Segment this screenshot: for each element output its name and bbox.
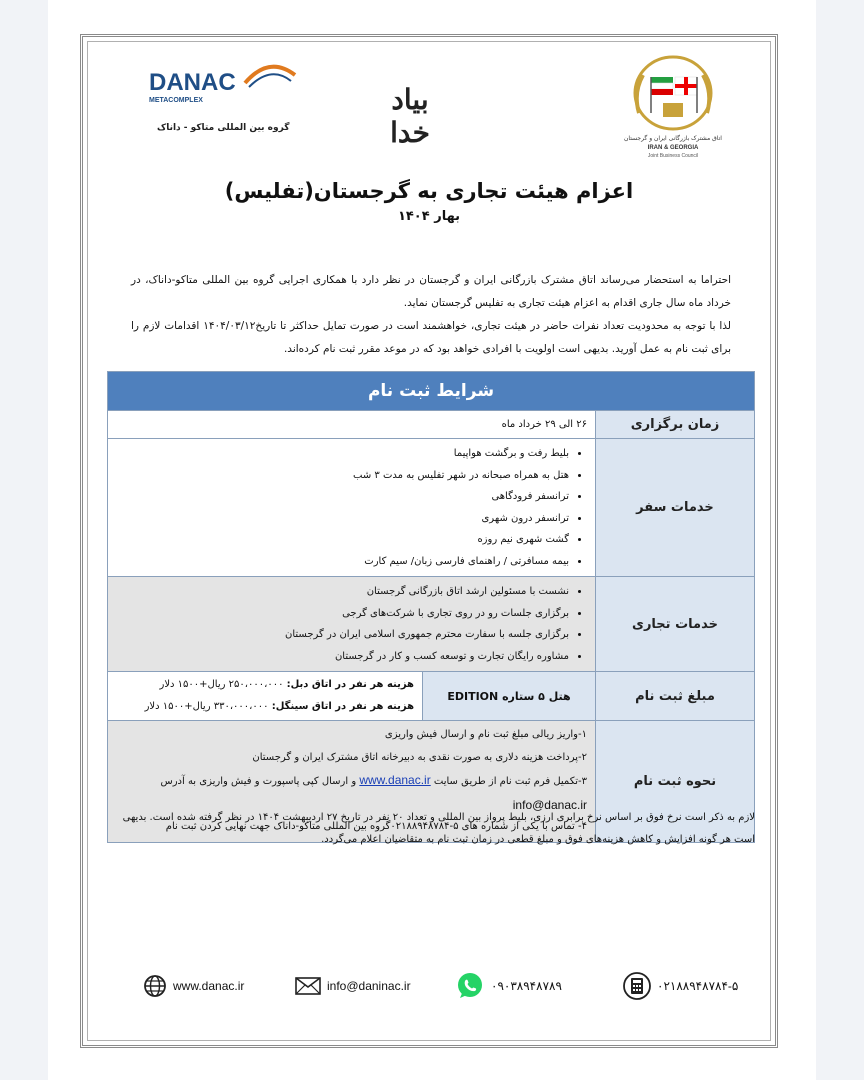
footer-contacts (133, 971, 753, 1005)
footer-website[interactable] (143, 971, 244, 1001)
footer-website-text: www.danac.ir (173, 979, 245, 993)
envelope-icon (295, 977, 321, 995)
list-item: • مشاوره رایگان تجارت و توسعه کسب و کار در گرجستان (116, 646, 569, 668)
footer-phone-text: ۰۲۱۸۸۹۴۸۷۸۴-۵ (657, 979, 739, 993)
footnote-paragraph: لازم به ذکر است نرخ فوق بر اساس نرخ برابری ارزی، بلیط پرواز بین المللی و تعداد ۲۰ نفر در تاریخ ۲۷ اردیبهشت ۱۴۰۴ در نظر گرفته شده است. بدیهی است هر گونه افزایش و کاهش هزینه‌های فوق و مبلغ قطعی در زمان ثبت نام به متقاضیان اعلام می‌گردد. (122, 812, 755, 845)
iran-georgia-logo-en: IRAN & GEORGIA (647, 145, 699, 151)
intro-paragraph-2: لذا با توجه به محدودیت تعداد نفرات حاضر در هیئت تجاری، خواهشمند است در صورت تمایل حداکثر تا تاریخ۱۴۰۴/۰۳/۱۲ اقدامات لازم را برای ثبت نام به عمل آورید. بدیهی است اولویت با افرادی خواهد بود که در موعد مقرر ثبت نام کرده‌اند. (131, 320, 731, 355)
bism-calligraphy (383, 77, 437, 149)
website-link[interactable]: www.danac.ir (359, 773, 431, 787)
iran-georgia-logo-fa: اتاق مشترک بازرگانی ایران و گرجستان (624, 135, 722, 142)
danac-swoosh-icon (241, 61, 299, 95)
danac-logo-sub: METACOMPLEX (149, 97, 203, 104)
step-3-text-a: ۳-تکمیل فرم ثبت نام از طریق سایت (430, 776, 587, 787)
hotel-name: هتل ۵ ستاره EDITION (423, 672, 596, 721)
step-3-email[interactable]: info@danac.ir (512, 797, 587, 812)
whatsapp-icon (455, 971, 485, 1001)
price-single-label: هزینه هر نفر در اتاق سینگل: (271, 701, 414, 712)
price-double-value: ۲۵۰،۰۰۰،۰۰۰ ریال+۱۵۰۰ دلار (159, 679, 287, 690)
list-item: • نشست با مسئولین ارشد اتاق بازرگانی گرجستان (116, 581, 569, 603)
footer-mobile[interactable] (455, 971, 562, 1001)
business-services (108, 577, 596, 672)
step-2: ۲-پرداخت هزینه دلاری به صورت نقدی به دبیرخانه اتاق مشترک ایران و گرجستان (252, 751, 587, 763)
time-value: ۲۶ الی ۲۹ خرداد ماه (108, 411, 596, 439)
list-item: • ترانسفر فرودگاهی (116, 486, 569, 508)
price-details (108, 672, 423, 721)
travel-services (108, 439, 596, 577)
footer-mobile-text: ۰۹۰۳۸۹۴۸۷۸۹ (491, 979, 562, 993)
document-page (80, 34, 778, 1048)
table-header: شرایط ثبت نام (108, 372, 755, 411)
calculator-phone-icon (623, 972, 651, 1000)
intro-paragraph-1: احتراما به استحضار می‌رساند اتاق مشترک بازرگانی ایران و گرجستان در نظر دارد با همکاری اجرایی گروه بین المللی متاکو-داناک، در خرداد ماه سال جاری اقدام به اعزام هیئت تجاری به تفلیس گرجستان نماید. (131, 274, 731, 309)
iran-georgia-emblem-icon (613, 53, 733, 135)
registration-table (107, 371, 755, 843)
danac-logo (121, 49, 291, 135)
list-item: • برگزاری جلسه با سفارت محترم جمهوری اسلامی ایران در گرجستان (116, 624, 569, 646)
footer-email-text: info@daninac.ir (327, 979, 411, 993)
step-1: ۱-واریز ریالی مبلغ ثبت نام و ارسال فیش واریزی (384, 729, 587, 740)
step-4: ۴- تماس با یکی از شماره های ۵-۰۲۱۸۸۹۴۸۷۸۴گروه بین المللی متاکو-داناک جهت نهایی کردن ثبت نام (165, 821, 587, 832)
list-item: • ترانسفر درون شهری (116, 508, 569, 530)
page-subtitle: بهار ۱۴۰۴ (397, 209, 461, 224)
footnote-text (107, 807, 755, 851)
registration-method-label: نحوه ثبت نام (596, 721, 755, 843)
background-left-shade (0, 0, 48, 1080)
bism-text: بیاد خدا (390, 83, 430, 149)
danac-logo-fa: گروه بین المللی متاکو - داناک (157, 123, 290, 133)
iran-georgia-logo (613, 53, 733, 163)
travel-label: خدمات سفر (596, 439, 755, 577)
globe-icon (143, 974, 167, 998)
background-right-shade (816, 0, 864, 1080)
list-item: • گشت شهری نیم روزه (116, 529, 569, 551)
intro-text (131, 269, 731, 361)
danac-logo-text: DANAC (149, 69, 236, 96)
footer-phone[interactable] (623, 971, 738, 1001)
business-label: خدمات تجاری (596, 577, 755, 672)
step-3 (116, 769, 587, 794)
price-label: مبلغ ثبت نام (596, 672, 755, 721)
list-item: • برگزاری جلسات رو در روی تجاری با شرکت‌های گرجی (116, 603, 569, 625)
footer-email[interactable] (295, 971, 411, 1001)
price-single-value: ۳۳۰،۰۰۰،۰۰۰ ریال+۱۵۰۰ دلار (144, 701, 272, 712)
list-item: • هتل به همراه صبحانه در شهر تفلیس به مدت ۳ شب (116, 465, 569, 487)
list-item: • بیمه مسافرتی / راهنمای فارسی زبان/ سیم کارت (116, 551, 569, 573)
step-3-text-b: و ارسال کپی پاسپورت و فیش واریزی به آدرس (160, 776, 360, 787)
iran-georgia-logo-sub: Joint Business Council (647, 153, 699, 159)
time-label: زمان برگزاری (596, 411, 755, 439)
price-double-label: هزینه هر نفر در اتاق دبل: (286, 679, 414, 690)
page-title: اعزام هیئت تجاری به گرجستان(تفلیس) (224, 179, 634, 203)
list-item: • بلیط رفت و برگشت هواپیما (116, 443, 569, 465)
